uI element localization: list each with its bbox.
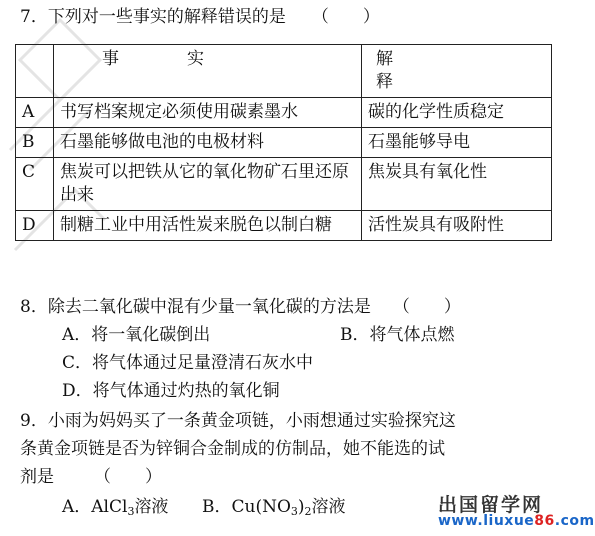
q8-option-d: D．将气体通过灼热的氧化铜 xyxy=(62,381,280,401)
row-explain: 焦炭具有氧化性 xyxy=(362,158,552,211)
table-row xyxy=(16,211,552,241)
q9-stem-text: 剂是 xyxy=(20,467,54,487)
row-explain: 石墨能够导电 xyxy=(362,128,552,158)
q7-answer-paren: （ ） xyxy=(311,7,380,27)
q8-option-a: A．将一氧化碳倒出 xyxy=(62,325,211,345)
q9-stem-line3 xyxy=(20,466,162,488)
q9-answer-paren: （ ） xyxy=(94,467,162,487)
row-letter: B xyxy=(16,128,54,158)
q9-option-a-prefix: A．AlCl xyxy=(62,497,128,517)
row-fact: 书写档案规定必须使用碳素墨水 xyxy=(54,98,362,128)
row-explain: 碳的化学性质稳定 xyxy=(362,98,552,128)
header-blank xyxy=(16,45,54,98)
q9-stem-line2: 条黄金项链是否为锌铜合金制成的仿制品，她不能选的试 xyxy=(20,439,445,459)
row-fact: 焦炭可以把铁从它的氧化物矿石里还原出来 xyxy=(54,158,362,211)
row-letter: C xyxy=(16,158,54,211)
header-explain: 解释 xyxy=(362,45,552,98)
q7-table xyxy=(15,44,552,241)
q8-option-c: C．将气体通过足量澄清石灰水中 xyxy=(62,353,314,373)
logo-url-a: www.liuxue xyxy=(438,513,535,529)
row-letter: A xyxy=(16,98,54,128)
row-letter: D xyxy=(16,211,54,241)
q9-stem-line1: 9．小雨为妈妈买了一条黄金项链，小雨想通过实验探究这 xyxy=(20,411,456,431)
table-row xyxy=(16,158,552,211)
row-explain: 活性炭具有吸附性 xyxy=(362,211,552,241)
q8-answer-paren: （ ） xyxy=(392,297,461,317)
logo-url-c: .com xyxy=(554,513,595,529)
q9-option-b-subscript: 3 xyxy=(290,505,298,518)
q9-option-a-subscript: 3 xyxy=(127,505,135,518)
row-fact: 石墨能够做电池的电极材料 xyxy=(54,128,362,158)
q9-option-b-subscript2: 2 xyxy=(304,505,312,518)
table-row xyxy=(16,128,552,158)
site-logo[interactable] xyxy=(438,490,595,532)
q9-option-b xyxy=(202,496,346,518)
q9-option-b-prefix: B．Cu(NO xyxy=(202,497,291,517)
q8-option-b: B．将气体点燃 xyxy=(340,325,455,345)
logo-url xyxy=(438,513,595,529)
table-header-row xyxy=(16,45,552,98)
question-8-stem xyxy=(20,296,461,318)
logo-url-b: 86 xyxy=(534,513,555,529)
q9-option-b-mid: ) xyxy=(297,497,305,517)
header-fact: 事实 xyxy=(54,45,362,98)
logo-title: 出国留学网 xyxy=(438,494,544,516)
table-row xyxy=(16,98,552,128)
q7-stem-text: 7．下列对一些事实的解释错误的是 xyxy=(20,7,286,27)
row-fact: 制糖工业中用活性炭来脱色以制白糖 xyxy=(54,211,362,241)
question-7-stem xyxy=(20,6,382,28)
q9-option-a-suffix: 溶液 xyxy=(134,497,169,517)
q8-stem-text: 8．除去二氧化碳中混有少量一氧化碳的方法是 xyxy=(20,297,371,317)
q9-option-a xyxy=(62,496,168,518)
q9-option-b-suffix: 溶液 xyxy=(311,497,346,517)
